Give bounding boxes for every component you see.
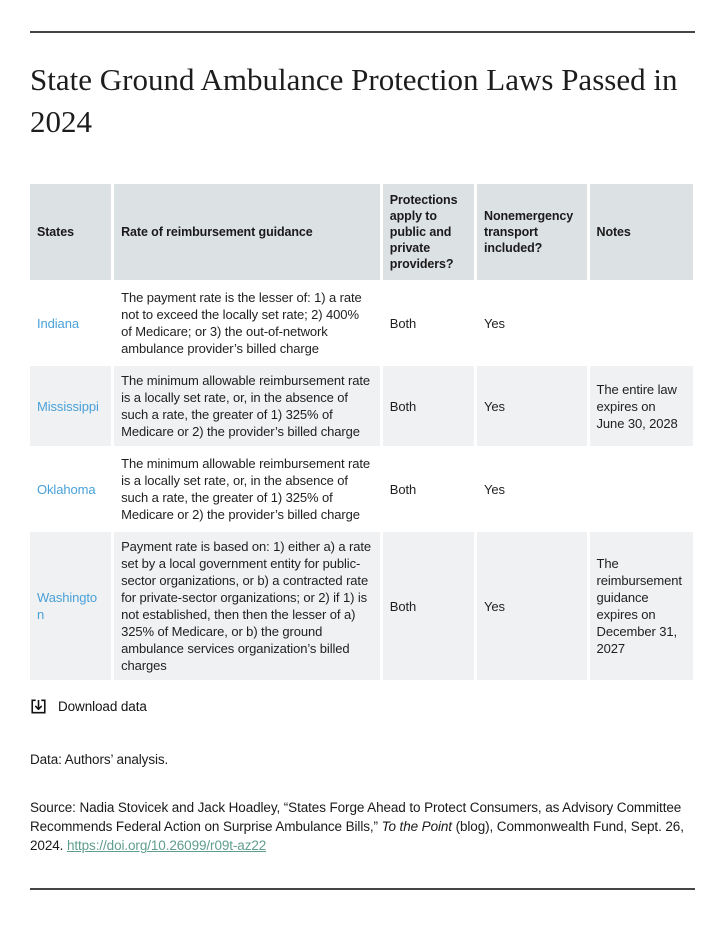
protections-cell: Both [383,532,474,680]
table-row [30,449,693,529]
source-text-suffix: (blog), Commonwealth Fund, Sept. 26, 2024. [30,819,684,854]
table-body [30,283,693,680]
table-header-row [30,184,693,280]
notes-cell: The entire law expires on June 30, 2028 [590,366,693,446]
page-title: State Ground Ambulance Protection Laws Passed in 2024 [30,62,678,140]
state-link[interactable]: Mississippi [37,398,99,414]
nonemergency-cell: Yes [477,283,587,363]
protections-cell: Both [383,283,474,363]
notes-cell: The reimbursement guidance expires on December 31, 2027 [590,532,693,680]
state-link[interactable]: Washington [37,590,98,623]
nonemergency-cell: Yes [477,532,587,680]
publication-name: To the Point [381,819,452,835]
nonemergency-cell: Yes [477,449,587,529]
download-label: Download data [58,699,147,715]
protections-cell: Both [383,366,474,446]
rate-cell: The payment rate is the lesser of: 1) a rate not to exceed the locally set rate; 2) 400% of Medicare; or 3) the out-of-network ambulance provider’s billed charge [114,283,380,363]
column-header-protections: Protections apply to public and private providers? [383,184,474,280]
ambulance-laws-table [27,181,696,683]
rate-cell: Payment rate is based on: 1) either a) a rate set by a local government entity for public-sector organizations, or b) a contracted rate for private-sector organizations; or 2) if 1) is not established, then then the lesser of a) 325% of Medicare, or b) the ground ambulance services organization’s billed charges [114,532,380,680]
download-icon [30,698,47,715]
doi-link[interactable]: https://doi.org/10.26099/r09t-az22 [66,838,267,854]
table-header [30,184,693,280]
top-divider [30,31,695,33]
download-data-button[interactable] [30,698,147,715]
source-citation [30,798,695,855]
column-header-notes: Notes [590,184,693,280]
rate-cell: The minimum allowable reimbursement rate is a locally set rate, or, in the absence of such a rate, the greater of 1) 325% of Medicare or 2) the provider’s billed charge [114,449,380,529]
nonemergency-cell: Yes [477,366,587,446]
state-cell [30,532,111,680]
state-cell [30,449,111,529]
state-cell [30,283,111,363]
data-note: Data: Authors’ analysis. [30,752,169,768]
table-row [30,283,693,363]
state-link[interactable]: Indiana [37,315,79,331]
column-header-nonemergency: Nonemergency transport included? [477,184,587,280]
state-cell [30,366,111,446]
notes-cell [590,283,693,363]
state-link[interactable]: Oklahoma [37,481,96,497]
rate-cell: The minimum allowable reimbursement rate is a locally set rate, or, in the absence of such a rate, the greater of 1) 325% of Medicare or 2) the provider’s billed charge [114,366,380,446]
protections-cell: Both [383,449,474,529]
article-page [0,31,725,890]
table-row [30,532,693,680]
bottom-divider [30,888,695,890]
table-row [30,366,693,446]
column-header-states: States [30,184,111,280]
source-text-prefix: Source: Nadia Stovicek and Jack Hoadley, “States Forge Ahead to Protect Consumers, as Advisory Committee Recommends Federal Action on Surprise Ambulance Bills,” [30,800,682,835]
notes-cell [590,449,693,529]
column-header-rate: Rate of reimbursement guidance [114,184,380,280]
